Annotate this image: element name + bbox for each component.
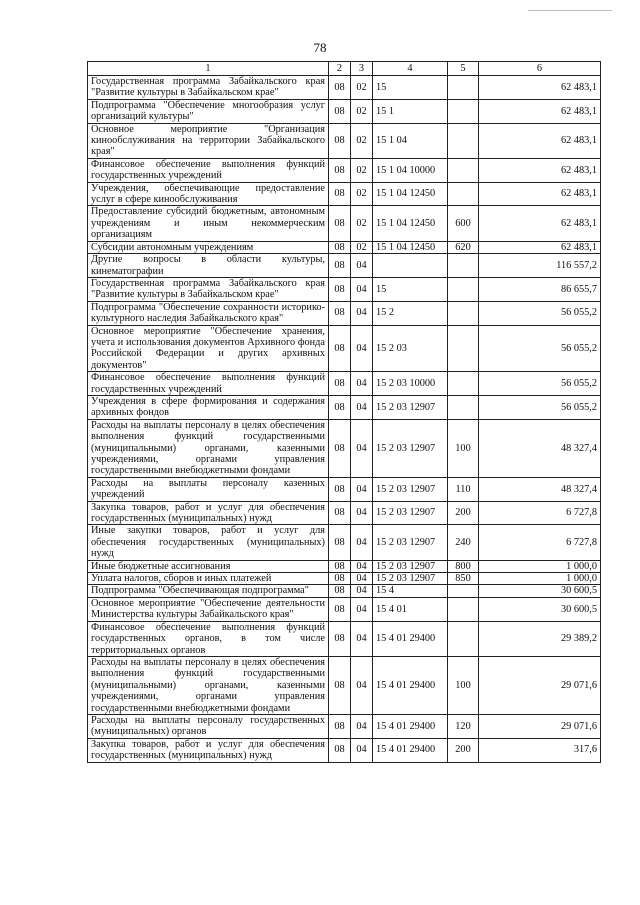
row-target-article-cell: 15 1 04 10000 bbox=[373, 158, 448, 182]
row-expense-type-cell: 120 bbox=[448, 714, 479, 738]
row-amount-cell: 317,6 bbox=[479, 738, 601, 762]
row-amount-cell: 56 055,2 bbox=[479, 325, 601, 372]
row-section-cell: 08 bbox=[329, 76, 351, 100]
row-subsection-cell: 02 bbox=[351, 76, 373, 100]
row-amount-cell: 6 727,8 bbox=[479, 525, 601, 560]
row-expense-type-cell bbox=[448, 99, 479, 123]
row-section-cell: 08 bbox=[329, 477, 351, 501]
row-amount-cell: 62 483,1 bbox=[479, 123, 601, 158]
row-subsection-cell: 02 bbox=[351, 182, 373, 206]
row-subsection-cell: 04 bbox=[351, 597, 373, 621]
row-subsection-cell: 04 bbox=[351, 477, 373, 501]
row-expense-type-cell bbox=[448, 158, 479, 182]
row-expense-type-cell bbox=[448, 325, 479, 372]
row-expense-type-cell bbox=[448, 597, 479, 621]
row-name-cell: Государственная программа Забайкальского края "Развитие культуры в Забайкальском крае" bbox=[88, 277, 329, 301]
row-section-cell: 08 bbox=[329, 206, 351, 241]
row-expense-type-cell: 800 bbox=[448, 560, 479, 572]
row-name-cell: Другие вопросы в области культуры, кинематографии bbox=[88, 254, 329, 278]
header-cell: 3 bbox=[351, 62, 373, 76]
row-name-cell: Закупка товаров, работ и услуг для обеспечения государственных (муниципальных) нужд bbox=[88, 501, 329, 525]
row-target-article-cell: 15 4 01 29400 bbox=[373, 714, 448, 738]
row-amount-cell: 1 000,0 bbox=[479, 573, 601, 585]
row-name-cell: Подпрограмма "Обеспечение сохранности историко-культурного наследия Забайкальского края" bbox=[88, 301, 329, 325]
table-row bbox=[88, 714, 601, 738]
row-target-article-cell: 15 1 bbox=[373, 99, 448, 123]
row-section-cell: 08 bbox=[329, 419, 351, 477]
row-subsection-cell: 02 bbox=[351, 158, 373, 182]
table-row bbox=[88, 182, 601, 206]
budget-table bbox=[87, 61, 601, 763]
row-amount-cell: 6 727,8 bbox=[479, 501, 601, 525]
row-section-cell: 08 bbox=[329, 560, 351, 572]
row-expense-type-cell: 100 bbox=[448, 419, 479, 477]
row-target-article-cell: 15 1 04 bbox=[373, 123, 448, 158]
row-amount-cell: 62 483,1 bbox=[479, 76, 601, 100]
table-row bbox=[88, 597, 601, 621]
row-name-cell: Расходы на выплаты персоналу в целях обеспечения выполнения функций государственными (муниципальными) органами, казенными учреждениями, органами управления государственными внебюджетными фондами bbox=[88, 419, 329, 477]
row-target-article-cell: 15 2 03 10000 bbox=[373, 372, 448, 396]
row-subsection-cell: 04 bbox=[351, 419, 373, 477]
row-name-cell: Государственная программа Забайкальского края "Развитие культуры в Забайкальском крае" bbox=[88, 76, 329, 100]
header-cell: 6 bbox=[479, 62, 601, 76]
row-name-cell: Основное мероприятие "Обеспечение деятельности Министерства культуры Забайкальского края" bbox=[88, 597, 329, 621]
row-amount-cell: 48 327,4 bbox=[479, 419, 601, 477]
table-row bbox=[88, 501, 601, 525]
row-target-article-cell: 15 2 03 bbox=[373, 325, 448, 372]
row-section-cell: 08 bbox=[329, 525, 351, 560]
table-row bbox=[88, 76, 601, 100]
table-row bbox=[88, 99, 601, 123]
row-subsection-cell: 04 bbox=[351, 372, 373, 396]
table-row bbox=[88, 206, 601, 241]
row-target-article-cell: 15 4 01 29400 bbox=[373, 738, 448, 762]
table-row bbox=[88, 419, 601, 477]
row-section-cell: 08 bbox=[329, 585, 351, 597]
table-row bbox=[88, 621, 601, 656]
row-section-cell: 08 bbox=[329, 301, 351, 325]
row-expense-type-cell bbox=[448, 277, 479, 301]
row-amount-cell: 29 071,6 bbox=[479, 714, 601, 738]
row-section-cell: 08 bbox=[329, 372, 351, 396]
header-cell: 1 bbox=[88, 62, 329, 76]
row-expense-type-cell: 110 bbox=[448, 477, 479, 501]
row-target-article-cell: 15 1 04 12450 bbox=[373, 206, 448, 241]
row-subsection-cell: 04 bbox=[351, 501, 373, 525]
table-row bbox=[88, 277, 601, 301]
row-name-cell: Учреждения, обеспечивающие предоставление услуг в сфере кинообслуживания bbox=[88, 182, 329, 206]
table-row bbox=[88, 158, 601, 182]
row-amount-cell: 30 600,5 bbox=[479, 585, 601, 597]
row-expense-type-cell: 100 bbox=[448, 656, 479, 714]
row-expense-type-cell bbox=[448, 395, 479, 419]
row-subsection-cell: 04 bbox=[351, 714, 373, 738]
row-amount-cell: 48 327,4 bbox=[479, 477, 601, 501]
row-expense-type-cell: 200 bbox=[448, 738, 479, 762]
table-row bbox=[88, 254, 601, 278]
row-expense-type-cell bbox=[448, 372, 479, 396]
table-row bbox=[88, 372, 601, 396]
row-target-article-cell: 15 2 03 12907 bbox=[373, 419, 448, 477]
row-amount-cell: 62 483,1 bbox=[479, 182, 601, 206]
row-amount-cell: 62 483,1 bbox=[479, 206, 601, 241]
row-subsection-cell: 02 bbox=[351, 206, 373, 241]
row-name-cell: Расходы на выплаты персоналу казенных учреждений bbox=[88, 477, 329, 501]
row-name-cell: Закупка товаров, работ и услуг для обеспечения государственных (муниципальных) нужд bbox=[88, 738, 329, 762]
row-target-article-cell bbox=[373, 254, 448, 278]
row-name-cell: Финансовое обеспечение выполнения функций государственных учреждений bbox=[88, 158, 329, 182]
table-row bbox=[88, 585, 601, 597]
row-amount-cell: 56 055,2 bbox=[479, 395, 601, 419]
table-row bbox=[88, 301, 601, 325]
row-section-cell: 08 bbox=[329, 656, 351, 714]
row-section-cell: 08 bbox=[329, 738, 351, 762]
row-name-cell: Подпрограмма "Обеспечивающая подпрограмма" bbox=[88, 585, 329, 597]
row-amount-cell: 1 000,0 bbox=[479, 560, 601, 572]
row-target-article-cell: 15 2 03 12907 bbox=[373, 525, 448, 560]
row-expense-type-cell: 240 bbox=[448, 525, 479, 560]
row-target-article-cell: 15 2 03 12907 bbox=[373, 560, 448, 572]
row-amount-cell: 30 600,5 bbox=[479, 597, 601, 621]
table-row bbox=[88, 560, 601, 572]
row-name-cell: Расходы на выплаты персоналу государственных (муниципальных) органов bbox=[88, 714, 329, 738]
row-section-cell: 08 bbox=[329, 597, 351, 621]
table-row bbox=[88, 573, 601, 585]
row-name-cell: Иные бюджетные ассигнования bbox=[88, 560, 329, 572]
row-amount-cell: 56 055,2 bbox=[479, 301, 601, 325]
row-expense-type-cell bbox=[448, 254, 479, 278]
row-section-cell: 08 bbox=[329, 573, 351, 585]
row-subsection-cell: 04 bbox=[351, 525, 373, 560]
row-amount-cell: 62 483,1 bbox=[479, 99, 601, 123]
row-section-cell: 08 bbox=[329, 182, 351, 206]
table-row bbox=[88, 525, 601, 560]
row-subsection-cell: 04 bbox=[351, 585, 373, 597]
table-row bbox=[88, 123, 601, 158]
row-subsection-cell: 02 bbox=[351, 123, 373, 158]
row-name-cell: Субсидии автономным учреждениям bbox=[88, 241, 329, 253]
table-row bbox=[88, 656, 601, 714]
table-header-row bbox=[88, 62, 601, 76]
row-target-article-cell: 15 1 04 12450 bbox=[373, 182, 448, 206]
row-target-article-cell: 15 2 03 12907 bbox=[373, 501, 448, 525]
row-amount-cell: 29 389,2 bbox=[479, 621, 601, 656]
row-section-cell: 08 bbox=[329, 325, 351, 372]
row-amount-cell: 29 071,6 bbox=[479, 656, 601, 714]
row-name-cell: Иные закупки товаров, работ и услуг для обеспечения государственных (муниципальных) нужд bbox=[88, 525, 329, 560]
row-subsection-cell: 04 bbox=[351, 277, 373, 301]
row-name-cell: Основное мероприятие "Обеспечение хранения, учета и использования документов Архивного фонда Российской Федерации и других архивных документов" bbox=[88, 325, 329, 372]
row-name-cell: Финансовое обеспечение выполнения функций государственных учреждений bbox=[88, 372, 329, 396]
row-section-cell: 08 bbox=[329, 158, 351, 182]
top-rule bbox=[528, 10, 612, 11]
row-name-cell: Учреждения в сфере формирования и содержания архивных фондов bbox=[88, 395, 329, 419]
row-subsection-cell: 04 bbox=[351, 254, 373, 278]
row-amount-cell: 62 483,1 bbox=[479, 241, 601, 253]
row-subsection-cell: 04 bbox=[351, 301, 373, 325]
row-expense-type-cell bbox=[448, 621, 479, 656]
table-row bbox=[88, 241, 601, 253]
row-expense-type-cell bbox=[448, 76, 479, 100]
row-target-article-cell: 15 2 03 12907 bbox=[373, 477, 448, 501]
row-expense-type-cell bbox=[448, 585, 479, 597]
row-subsection-cell: 02 bbox=[351, 99, 373, 123]
row-section-cell: 08 bbox=[329, 395, 351, 419]
header-cell: 4 bbox=[373, 62, 448, 76]
budget-table-body bbox=[88, 62, 601, 763]
table-row bbox=[88, 738, 601, 762]
row-subsection-cell: 04 bbox=[351, 656, 373, 714]
row-name-cell: Уплата налогов, сборов и иных платежей bbox=[88, 573, 329, 585]
row-section-cell: 08 bbox=[329, 621, 351, 656]
row-name-cell: Финансовое обеспечение выполнения функций государственных органов, в том числе территориальных органов bbox=[88, 621, 329, 656]
row-expense-type-cell: 600 bbox=[448, 206, 479, 241]
row-expense-type-cell bbox=[448, 301, 479, 325]
row-amount-cell: 56 055,2 bbox=[479, 372, 601, 396]
row-target-article-cell: 15 4 01 bbox=[373, 597, 448, 621]
row-amount-cell: 62 483,1 bbox=[479, 158, 601, 182]
row-section-cell: 08 bbox=[329, 277, 351, 301]
table-row bbox=[88, 395, 601, 419]
row-name-cell: Подпрограмма "Обеспечение многообразия услуг организаций культуры" bbox=[88, 99, 329, 123]
row-expense-type-cell bbox=[448, 123, 479, 158]
row-amount-cell: 116 557,2 bbox=[479, 254, 601, 278]
row-subsection-cell: 04 bbox=[351, 325, 373, 372]
row-target-article-cell: 15 2 03 12907 bbox=[373, 395, 448, 419]
row-section-cell: 08 bbox=[329, 241, 351, 253]
row-section-cell: 08 bbox=[329, 254, 351, 278]
row-section-cell: 08 bbox=[329, 99, 351, 123]
row-target-article-cell: 15 bbox=[373, 76, 448, 100]
row-subsection-cell: 04 bbox=[351, 573, 373, 585]
row-target-article-cell: 15 4 01 29400 bbox=[373, 621, 448, 656]
table-row bbox=[88, 325, 601, 372]
row-name-cell: Предоставление субсидий бюджетным, автономным учреждениям и иным некоммерческим организациям bbox=[88, 206, 329, 241]
row-subsection-cell: 04 bbox=[351, 621, 373, 656]
row-subsection-cell: 04 bbox=[351, 395, 373, 419]
row-name-cell: Расходы на выплаты персоналу в целях обеспечения выполнения функций государственными (муниципальными) органами, казенными учреждениями, органами управления государственными внебюджетными фондами bbox=[88, 656, 329, 714]
table-row bbox=[88, 477, 601, 501]
row-target-article-cell: 15 4 01 29400 bbox=[373, 656, 448, 714]
header-cell: 2 bbox=[329, 62, 351, 76]
row-section-cell: 08 bbox=[329, 714, 351, 738]
row-expense-type-cell bbox=[448, 182, 479, 206]
row-name-cell: Основное мероприятие "Организация кинообслуживания на территории Забайкальского края" bbox=[88, 123, 329, 158]
row-amount-cell: 86 655,7 bbox=[479, 277, 601, 301]
header-cell: 5 bbox=[448, 62, 479, 76]
row-expense-type-cell: 200 bbox=[448, 501, 479, 525]
row-target-article-cell: 15 2 03 12907 bbox=[373, 573, 448, 585]
page-number: 78 bbox=[313, 40, 327, 55]
row-expense-type-cell: 850 bbox=[448, 573, 479, 585]
row-target-article-cell: 15 1 04 12450 bbox=[373, 241, 448, 253]
row-section-cell: 08 bbox=[329, 501, 351, 525]
row-subsection-cell: 04 bbox=[351, 738, 373, 762]
row-target-article-cell: 15 bbox=[373, 277, 448, 301]
row-subsection-cell: 02 bbox=[351, 241, 373, 253]
row-target-article-cell: 15 4 bbox=[373, 585, 448, 597]
row-target-article-cell: 15 2 bbox=[373, 301, 448, 325]
row-expense-type-cell: 620 bbox=[448, 241, 479, 253]
row-subsection-cell: 04 bbox=[351, 560, 373, 572]
row-section-cell: 08 bbox=[329, 123, 351, 158]
